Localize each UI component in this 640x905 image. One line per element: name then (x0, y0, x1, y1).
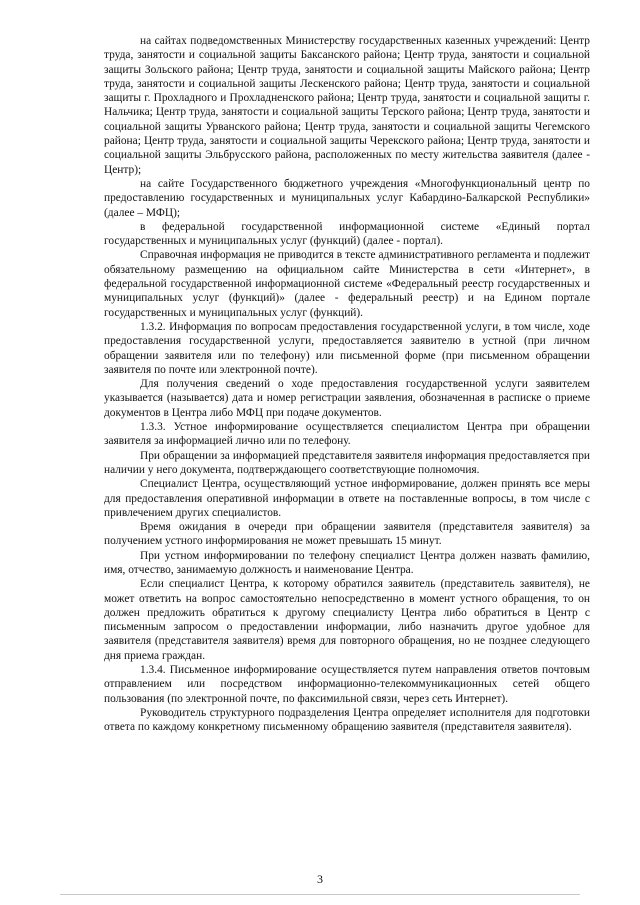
paragraph: Если специалист Центра, к которому обратился заявитель (представитель заявителя), не может ответить на вопрос самостоятельно непосредственно в момент устного обращения, то он должен предложить обратиться к другому специалисту Центра либо обратиться в Центр с письменным запросом о предоставлении информации, либо назначить другое удобное для заявителя (представителя заявителя) время для повторного обращения, но не позднее следующего дня приема граждан. (104, 578, 590, 662)
paragraph: При обращении за информацией представителя заявителя информация предоставляется при наличии у него документа, подтверждающего соответствующие полномочия. (104, 449, 590, 476)
page-number: 3 (317, 872, 323, 886)
paragraph: Справочная информация не приводится в тексте административного регламента и подлежит обязательному размещению на официальном сайте Министерства в сети «Интернет», в федеральной государственной информационной системе «Федеральный реестр государственных и муниципальных услуг (функций)» (далее - федеральный реестр) и на Едином портале государственных и муниципальных услуг (функций). (104, 249, 590, 319)
paragraph: 1.3.3. Устное информирование осуществляется специалистом Центра при обращении заявителя за информацией лично или по телефону. (104, 421, 590, 448)
scan-divider (60, 894, 580, 895)
document-body (104, 34, 590, 735)
paragraph: Время ожидания в очереди при обращении заявителя (представителя заявителя) за получением устного информирования не может превышать 15 минут. (104, 521, 590, 548)
paragraph: 1.3.4. Письменное информирование осуществляется путем направления ответов почтовым отправлением или посредством информационно-телекоммуникационных сетей общего пользования (по электронной почте, по факсимильной связи, через сеть Интернет). (104, 664, 590, 705)
paragraph: на сайтах подведомственных Министерству государственных казенных учреждений: Центр труда, занятости и социальной защиты Баксанского района; Центр труда, занятости и социальной защиты Зольского района; Центр труда, занятости и социальной защиты Майского района; Центр труда, занятости и социальной защиты Лескенского района; Центр труда, занятости и социальной защиты г. Прохладного и Прохладненского района; Центр труда, занятости и социальной защиты г. Нальчика; Центр труда, занятости и социальной защиты Терского района; Центр труда, занятости и социальной защиты Урванского района; Центр труда, занятости и социальной защиты Чегемского района; Центр труда, занятости и социальной защиты Черекского района; Центр труда, занятости и социальной защиты Эльбрусского района, расположенных по месту жительства заявителя (далее - Центр); (104, 35, 590, 176)
paragraph: При устном информировании по телефону специалист Центра должен назвать фамилию, имя, отчество, занимаемую должность и наименование Центра. (104, 549, 590, 576)
paragraph: Руководитель структурного подразделения Центра определяет исполнителя для подготовки ответа по каждому конкретному письменному обращению заявителя (представителя заявителя). (104, 706, 590, 734)
paragraph: Для получения сведений о ходе предоставления государственной услуги заявителем указывается (называется) дата и номер регистрации заявления, обозначенная в расписке о приеме документов в Центра либо МФЦ при подаче документов. (104, 378, 590, 419)
paragraph: 1.3.2. Информация по вопросам предоставления государственной услуги, в том числе, ходе предоставления государственной услуги, предоставляется заявителю в устной (при личном обращении заявителя или по телефону) или письменной форме (при письменном обращении заявителя по почте или электронной почте). (104, 320, 590, 376)
paragraph: на сайте Государственного бюджетного учреждения «Многофункциональный центр по предоставлению государственных и муниципальных услуг Кабардино-Балкарской Республики» (далее – МФЦ); (104, 177, 590, 219)
paragraph: Специалист Центра, осуществляющий устное информирование, должен принять все меры для предоставления оперативной информации в ответе на поставленные вопросы, в том числе с привлечением других специалистов. (104, 478, 590, 519)
paragraph: в федеральной государственной информационной системе «Единый портал государственных и муниципальных услуг (функций) (далее - портал). (104, 220, 590, 248)
